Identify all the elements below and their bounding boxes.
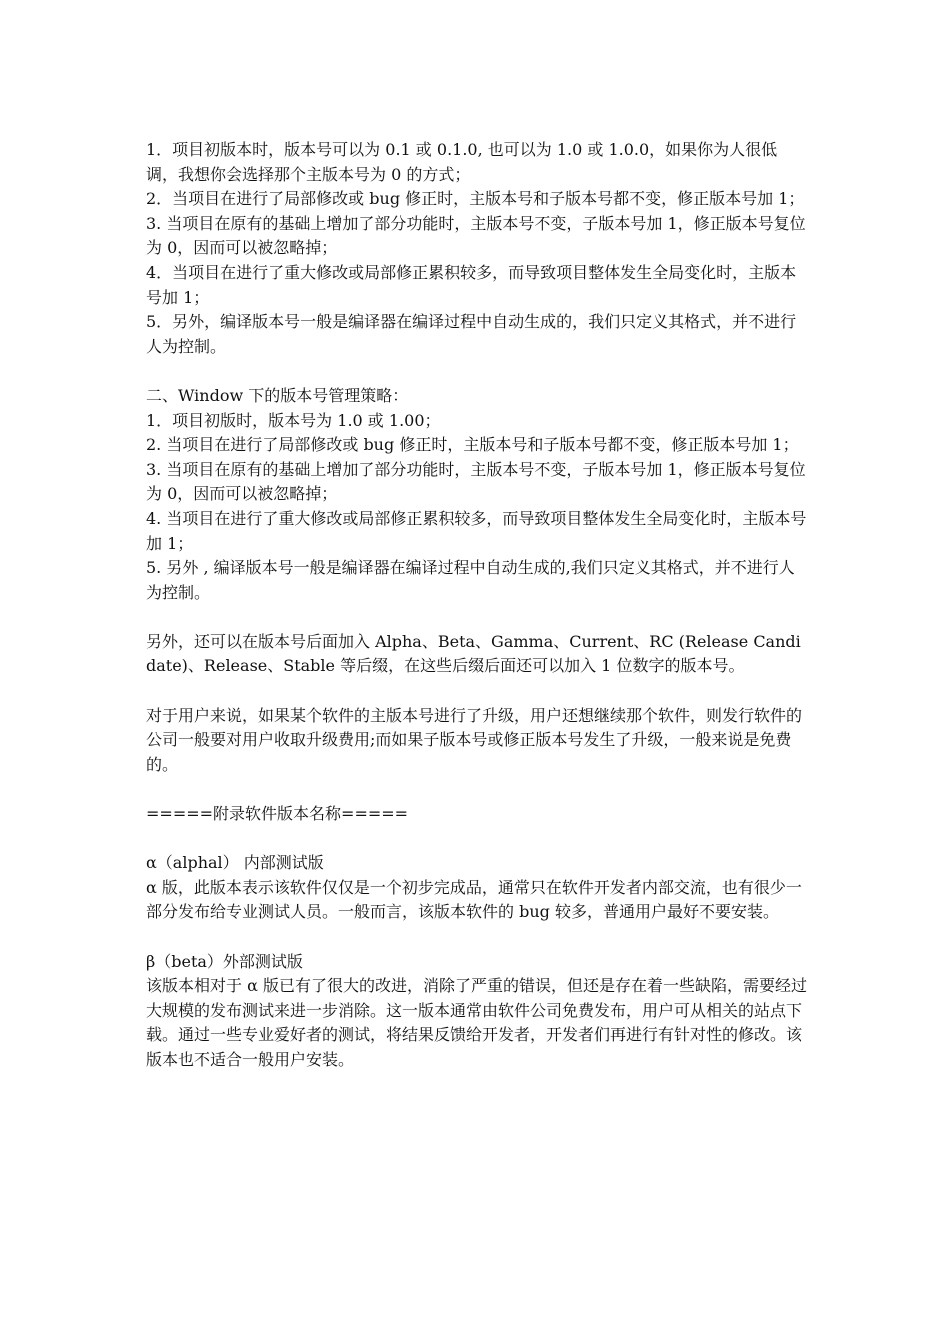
section-version-rules [146,138,808,359]
alpha-heading: α（alphal） 内部测试版 [146,853,324,873]
section-beta [146,950,808,1073]
paragraph-line: 5. 另外 , 编译版本号一般是编译器在编译过程中自动生成的,我们只定义其格式，并不进行人为控制。 [146,558,795,602]
section-upgrade-fees [146,704,808,778]
paragraph-line: 对于用户来说，如果某个软件的主版本号进行了升级，用户还想继续那个软件，则发行软件的公司一般要对用户收取升级费用;而如果子版本号或修正版本号发生了升级，一般来说是免费的。 [146,705,803,774]
paragraph-line: 1．项目初版本时，版本号可以为 0.1 或 0.1.0, 也可以为 1.0 或 1.0.0，如果你为人很低调，我想你会选择那个主版本号为 0 的方式； [146,140,778,184]
document-page [146,138,808,1073]
section-windows-versioning [146,384,808,605]
paragraph-line: 3. 当项目在原有的基础上增加了部分功能时，主版本号不变，子版本号加 1，修正版本号复位为 0，因而可以被忽略掉； [146,213,806,258]
paragraph-line: α 版，此版本表示该软件仅仅是一个初步完成品，通常只在软件开发者内部交流，也有很少一部分发布给专业测试人员。一般而言，该版本软件的 bug 较多，普通用户最好不要安装。 [146,877,802,922]
paragraph-line: 5．另外，编译版本号一般是编译器在编译过程中自动生成的，我们只定义其格式，并不进行人为控制。 [146,312,797,356]
paragraph-line: 3. 当项目在原有的基础上增加了部分功能时，主版本号不变，子版本号加 1，修正版本号复位为 0，因而可以被忽略掉； [146,459,806,504]
section-alpha [146,851,808,925]
appendix-heading: =====附录软件版本名称===== [146,804,409,824]
beta-heading: β（beta）外部测试版 [146,951,303,971]
paragraph-line: 4. 当项目在进行了重大修改或局部修正累积较多，而导致项目整体发生全局变化时，主版本号加 1； [146,508,807,553]
paragraph-line: 4．当项目在进行了重大修改或局部修正累积较多，而导致项目整体发生全局变化时，主版本号加 1； [146,262,797,307]
section-heading: 二、Window 下的版本号管理策略： [146,385,409,405]
paragraph-line: 1．项目初版时，版本号为 1.0 或 1.00； [146,410,441,430]
section-suffixes [146,630,808,679]
paragraph-line: 2．当项目在进行了局部修改或 bug 修正时，主版本号和子版本号都不变，修正版本号加 1； [146,189,805,209]
section-appendix-title [146,802,808,827]
paragraph-line: 该版本相对于 α 版已有了很大的改进，消除了严重的错误，但还是存在着一些缺陷，需要经过大规模的发布测试来进一步消除。这一版本通常由软件公司免费发布，用户可从相关的站点下载。通过一些专业爱好者的测试，将结果反馈给开发者，开发者们再进行有针对性的修改。该版本也不适合一般用户安装。 [146,976,807,1069]
paragraph-line: 另外，还可以在版本号后面加入 Alpha、Beta、Gamma、Current、RC (Release Candidate)、Release、Stable 等后缀，在这些后缀后面还可以加入 1 位数字的版本号。 [146,631,801,676]
paragraph-line: 2. 当项目在进行了局部修改或 bug 修正时，主版本号和子版本号都不变，修正版本号加 1； [146,435,799,455]
